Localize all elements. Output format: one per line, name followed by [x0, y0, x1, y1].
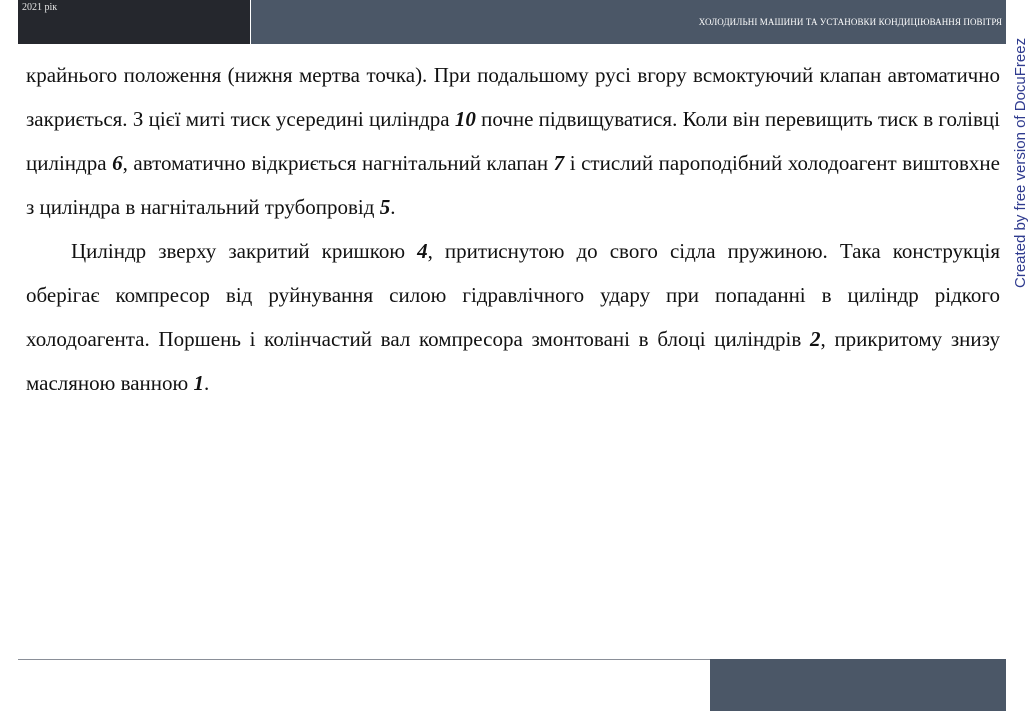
paragraph-1	[26, 53, 1000, 229]
text-run: , притиснутою до свого сідла пружиною. Така конструкція оберігає компресор від руйнування силою гідравлічного удару при попаданні в циліндр рідкого холодоагента. Поршень і колінчастий вал компресора змонтовані в блоці циліндрів	[26, 239, 1000, 351]
footer-block	[710, 659, 1006, 711]
figure-ref-5: 5	[379, 195, 391, 219]
text-run: Циліндр зверху закритий кришкою	[71, 239, 418, 263]
figure-ref-10: 10	[454, 107, 476, 131]
text-run: крайнього положення (нижня мертва точка). При подальшому русі вгору всмоктуючий клапан автоматично закриється. З цієї миті тиск усередині циліндра	[26, 63, 1000, 131]
text-run: .	[390, 195, 396, 219]
paragraph-2	[26, 229, 1000, 405]
header-title-block	[251, 0, 1006, 44]
text-run: , прикритому знизу масляною ванною	[26, 327, 1001, 395]
watermark	[1000, 0, 1029, 300]
text-run: і стислий пароподібний холодоагент виштовхне з циліндра в нагнітальний трубопровід	[26, 151, 1000, 219]
footer-divider	[18, 659, 710, 660]
figure-ref-7: 7	[553, 151, 565, 175]
watermark-text: Created by free version of DocuFreez	[1012, 37, 1029, 288]
header-year-block	[18, 0, 250, 44]
header-title: ХОЛОДИЛЬНІ МАШИНИ ТА УСТАНОВКИ КОНДИЦІЮВАННЯ ПОВІТРЯ	[698, 17, 1002, 27]
figure-ref-1: 1	[193, 371, 204, 395]
document-body	[26, 53, 1000, 405]
text-run: почне підвищуватися. Коли він перевищить тиск в голівці циліндра	[26, 107, 1000, 175]
figure-ref-2: 2	[809, 327, 821, 351]
figure-ref-6: 6	[112, 151, 123, 175]
text-run: , автоматично відкриється нагнітальний клапан	[122, 151, 554, 175]
header-year: 2021 рік	[22, 2, 58, 13]
text-run: .	[203, 371, 210, 395]
figure-ref-4: 4	[417, 239, 428, 263]
